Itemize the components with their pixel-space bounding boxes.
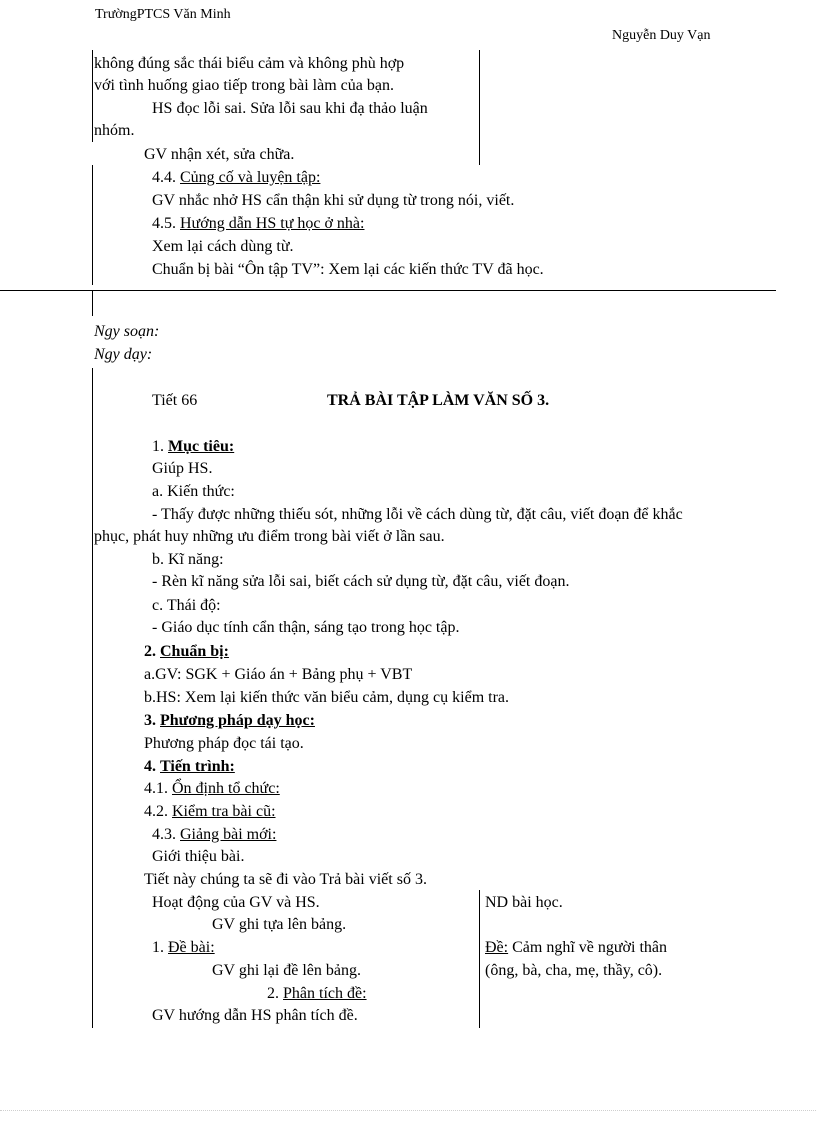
text-line: Tiết này chúng ta sẽ đi vào Trả bài viết số 3. [144, 871, 427, 888]
section-4-3 [152, 825, 276, 845]
text-line: Chuẩn bị bài “Ôn tập TV”: Xem lại các kiến thức TV đã học. [152, 261, 544, 278]
heading-number: 2. [144, 643, 156, 660]
section-title: Ổn định tổ chức: [172, 780, 280, 797]
lesson-number: Tiết 66 [152, 392, 198, 409]
section-number: 4.2. [144, 803, 168, 820]
topic-text: (ông, bà, cha, mẹ, thầy, cô). [485, 962, 663, 979]
table-divider [479, 50, 480, 165]
text-line: với tình huống giao tiếp trong bài làm của bạn. [94, 77, 394, 94]
text-line: nhóm. [94, 122, 135, 139]
text-line: HS đọc lỗi sai. Sửa lỗi sau khi đạ thảo luận [152, 100, 428, 117]
heading-number: 4. [144, 758, 156, 775]
section-title: Củng cố và luyện tập: [180, 169, 321, 186]
author-name: Nguyễn Duy Vạn [612, 28, 711, 43]
section-4-4 [152, 168, 320, 188]
section-number: 4.4. [152, 169, 176, 186]
school-name: TrườngPTCS Văn Minh [95, 7, 231, 22]
text-line: - Giáo dục tính cẩn thận, sáng tạo trong học tập. [152, 619, 460, 636]
heading-method [144, 711, 315, 731]
section-4-5 [152, 214, 364, 234]
separator-line [0, 290, 776, 291]
section-4-1 [144, 779, 280, 799]
text-line: a.GV: SGK + Giáo án + Bảng phụ + VBT [144, 666, 413, 683]
topic-heading [152, 938, 215, 958]
text-line: phục, phát huy những ưu điểm trong bài viết ở lần sau. [94, 528, 445, 545]
heading-number: 1. [152, 438, 164, 455]
teaching-date-label: Ngy dạy: [94, 346, 153, 363]
text-line: Xem lại cách dùng từ. [152, 238, 294, 255]
topic-content [485, 938, 667, 958]
heading-number: 2. [267, 985, 279, 1002]
page-margin-line [92, 291, 93, 316]
section-4-2 [144, 802, 276, 822]
preparation-date-label: Ngy soạn: [94, 323, 160, 340]
topic-text: Cảm nghĩ về người thân [512, 939, 667, 956]
section-title: Giảng bài mới: [180, 826, 277, 843]
page-bottom-border [0, 1110, 816, 1111]
text-line: GV nhận xét, sửa chữa. [144, 146, 295, 163]
section-title: Hướng dẫn HS tự học ở nhà: [180, 215, 365, 232]
heading-title: Mục tiêu: [168, 438, 235, 455]
heading-number: 1. [152, 939, 164, 956]
heading-preparation [144, 642, 229, 662]
page-margin-line [92, 165, 93, 285]
heading-title: Phương pháp dạy học: [160, 712, 315, 729]
section-number: 4.3. [152, 826, 176, 843]
text-line: GV ghi lại đề lên bảng. [212, 962, 362, 979]
subheading: b. Kĩ năng: [152, 551, 224, 568]
text-line: - Thấy được những thiếu sót, những lỗi về cách dùng từ, đặt câu, viết đoạn để khắc [152, 506, 683, 523]
section-number: 4.1. [144, 780, 168, 797]
text-line: Giúp HS. [152, 460, 213, 477]
text-line: GV ghi tựa lên bảng. [212, 916, 347, 933]
heading-title: Chuẩn bị: [160, 643, 229, 660]
heading-objectives [152, 437, 234, 457]
section-number: 4.5. [152, 215, 176, 232]
lesson-title: TRẢ BÀI TẬP LÀM VĂN SỐ 3. [327, 392, 550, 409]
heading-process [144, 757, 235, 777]
subheading: a. Kiến thức: [152, 483, 235, 500]
text-line: không đúng sắc thái biểu cảm và không phù hợp [94, 55, 405, 72]
table-right-header: ND bài học. [485, 894, 563, 911]
text-line: - Rèn kĩ năng sửa lỗi sai, biết cách sử dụng từ, đặt câu, viết đoạn. [152, 573, 570, 590]
text-line: GV hướng dẫn HS phân tích đề. [152, 1007, 358, 1024]
subheading: c. Thái độ: [152, 597, 221, 614]
heading-title: Phân tích đề: [283, 985, 367, 1002]
heading-title: Tiến trình: [160, 758, 235, 775]
text-line: Phương pháp đọc tái tạo. [144, 735, 304, 752]
text-line: Giới thiệu bài. [152, 848, 245, 865]
text-line: b.HS: Xem lại kiến thức văn biểu cảm, dụng cụ kiểm tra. [144, 689, 510, 706]
analysis-heading [267, 984, 367, 1004]
table-left-header: Hoạt động của GV và HS. [152, 894, 320, 911]
text-line: GV nhắc nhở HS cẩn thận khi sử dụng từ trong nói, viết. [152, 192, 515, 209]
topic-label: Đề: [485, 939, 509, 956]
section-title: Kiểm tra bài cũ: [172, 803, 276, 820]
table-divider [479, 890, 480, 1028]
table-left-border [92, 50, 93, 142]
heading-number: 3. [144, 712, 156, 729]
page-margin-line [92, 368, 93, 1028]
heading-title: Đề bài: [168, 939, 215, 956]
